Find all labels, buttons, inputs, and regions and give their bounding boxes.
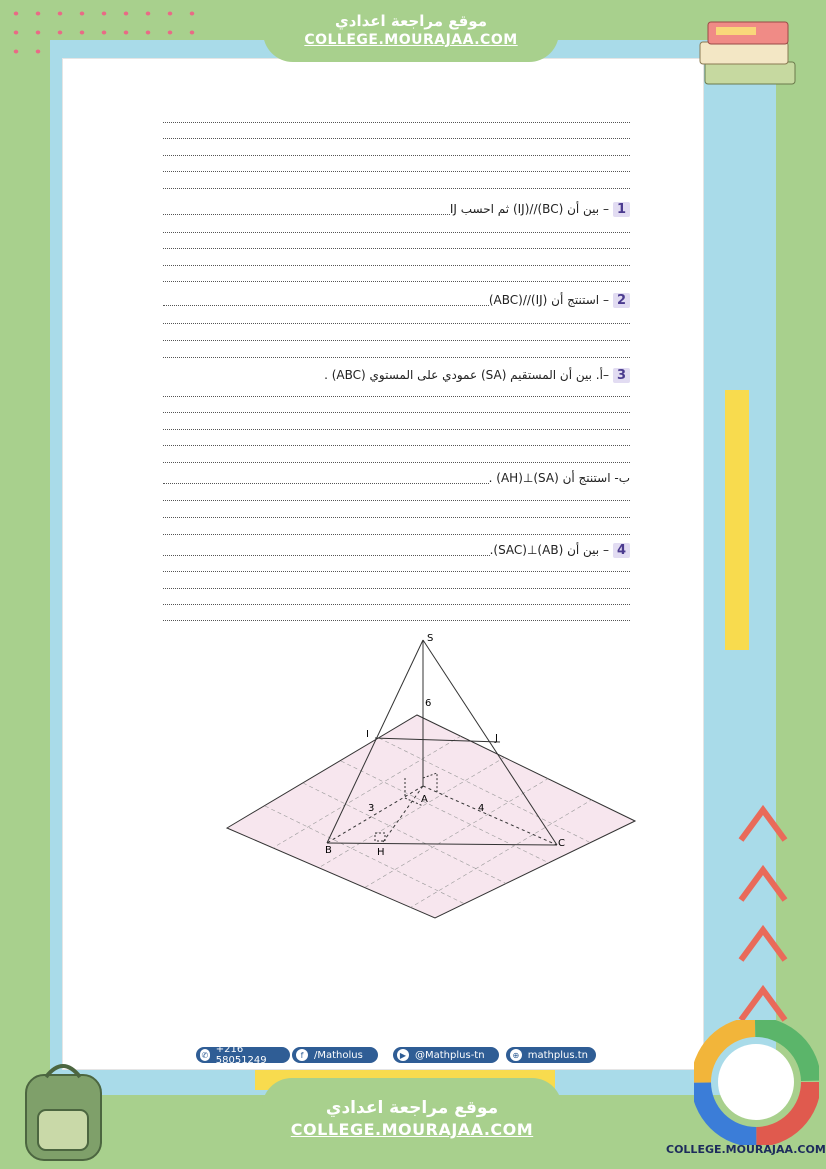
contact-label: /Matholus xyxy=(314,1049,363,1061)
answer-line xyxy=(163,155,630,156)
answer-line xyxy=(163,232,630,233)
question-text: ب- استنتج أن (SA)⊥(AH) . xyxy=(488,471,630,485)
answer-line xyxy=(163,412,630,413)
contact-facebook[interactable] xyxy=(292,1047,378,1063)
footer-brand-text[interactable]: COLLEGE.MOURAJAA.COM xyxy=(666,1143,826,1156)
contact-youtube[interactable] xyxy=(393,1047,499,1063)
answer-line xyxy=(163,620,630,621)
answer-line xyxy=(163,571,630,572)
question-3b xyxy=(163,468,630,488)
books-icon xyxy=(690,12,805,92)
length-label-ab: 3 xyxy=(368,803,375,814)
answer-line xyxy=(163,281,630,282)
question-number: 1 xyxy=(613,202,630,217)
contact-website[interactable] xyxy=(506,1047,596,1063)
answer-line xyxy=(163,188,630,189)
question-number: 4 xyxy=(613,543,630,558)
site-logo-icon xyxy=(694,1020,819,1145)
answer-line xyxy=(163,604,630,605)
answer-line xyxy=(163,357,630,358)
point-label-h: H xyxy=(377,847,385,858)
header-banner[interactable] xyxy=(263,4,559,62)
answer-line xyxy=(163,323,630,324)
site-link[interactable]: COLLEGE.MOURAJAA.COM xyxy=(304,32,518,48)
question-1 xyxy=(163,199,630,219)
answer-line xyxy=(163,340,630,341)
site-name-arabic: موقع مراجعة اعدادي xyxy=(325,1098,499,1118)
contact-label: @Mathplus-tn xyxy=(415,1049,485,1061)
question-text: – بين أن (BC)//(IJ) ثم احسب IJ xyxy=(449,202,609,216)
youtube-icon: ▶ xyxy=(397,1049,409,1061)
answer-line xyxy=(163,462,630,463)
question-text: – استنتج أن (IJ)//(ABC) xyxy=(488,293,609,307)
answer-line xyxy=(163,122,630,123)
point-label-b: B xyxy=(325,845,332,856)
answer-line xyxy=(163,396,630,397)
point-label-a: A xyxy=(421,794,428,805)
answer-line xyxy=(163,588,630,589)
answer-line xyxy=(163,265,630,266)
contact-phone[interactable] xyxy=(196,1044,290,1066)
pyramid-figure xyxy=(225,628,645,923)
site-link[interactable]: COLLEGE.MOURAJAA.COM xyxy=(290,1120,534,1139)
question-4 xyxy=(163,540,630,560)
question-3a xyxy=(163,365,630,385)
answer-line xyxy=(163,171,630,172)
point-label-s: S xyxy=(427,633,434,644)
answer-line xyxy=(163,445,630,446)
question-number: 3 xyxy=(613,368,630,383)
backpack-icon xyxy=(8,1055,118,1165)
whatsapp-icon: ✆ xyxy=(201,1050,209,1060)
decorative-strip xyxy=(725,390,749,650)
answer-line xyxy=(163,429,630,430)
question-text: –أ. بين أن المستقيم (SA) عمودي على المستوي (ABC) . xyxy=(324,368,609,382)
length-label-sa: 6 xyxy=(425,698,432,709)
web-icon: ⊕ xyxy=(510,1049,522,1061)
point-label-c: C xyxy=(558,838,565,849)
footer-banner[interactable] xyxy=(262,1078,562,1169)
contact-label: mathplus.tn xyxy=(527,1049,588,1061)
length-label-ac: 4 xyxy=(478,803,485,814)
point-label-j: J xyxy=(495,733,498,744)
answer-line xyxy=(163,534,630,535)
site-name-arabic: موقع مراجعة اعدادي xyxy=(335,12,487,30)
question-2 xyxy=(163,290,630,310)
facebook-icon: f xyxy=(296,1049,308,1061)
chevron-decoration-icon xyxy=(733,790,793,1030)
question-text: – بين أن (AB)⊥(SAC). xyxy=(489,543,609,557)
answer-line xyxy=(163,248,630,249)
answer-line xyxy=(163,517,630,518)
answer-line xyxy=(163,500,630,501)
point-label-i: I xyxy=(366,729,369,740)
answer-line xyxy=(163,138,630,139)
contact-label: +216 58051249 xyxy=(215,1044,267,1066)
question-number: 2 xyxy=(613,293,630,308)
